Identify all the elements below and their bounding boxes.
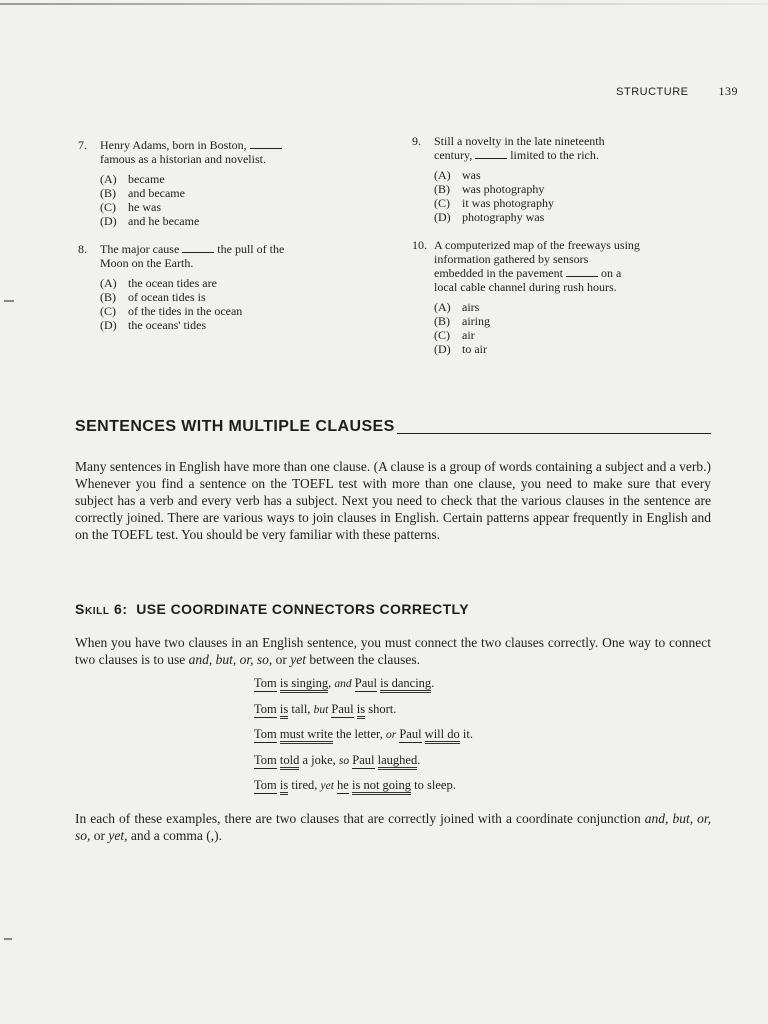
example-sentence: Tom is tired, yet he is not going to sleep. <box>254 778 473 804</box>
answer-option[interactable]: (A) was <box>434 168 481 182</box>
subject: Paul <box>354 676 378 690</box>
question-stem <box>434 238 712 294</box>
section-title <box>75 418 711 436</box>
connector: or <box>385 729 397 741</box>
answer-option[interactable]: (D) to air <box>434 342 487 356</box>
verb: is singing <box>280 676 328 693</box>
intro-paragraph: Many sentences in English have more than one clause. (A clause is a group of words containing a subject and a verb.) Whenever you find a sentence on the TOEFL test with more than one clause, you need to make sure that every subject has a verb and every verb has a subject. Next you need to check that the various clauses in the sentence are correctly joined. There are various ways to join clauses in English. Certain patterns appear frequently in English and on the TOEFL test. You should be very familiar with these patterns. <box>75 459 711 542</box>
stem-text: century, <box>434 148 476 162</box>
stem-text: information gathered by sensors <box>434 252 589 266</box>
verb: must write <box>280 727 333 744</box>
answer-option[interactable]: (B) of ocean tides is <box>100 290 206 304</box>
answer-options <box>100 276 378 332</box>
connector: yet <box>320 780 334 792</box>
verb: is <box>357 702 365 719</box>
stem-text: the pull of the <box>214 242 285 256</box>
example-sentence: Tom is singing, and Paul is dancing. <box>254 676 473 702</box>
answer-option[interactable]: (B) airing <box>434 314 490 328</box>
stem-text: local cable channel during rush hours. <box>434 280 617 294</box>
verb: laughed <box>378 753 418 770</box>
stem-text: A computerized map of the freeways using <box>434 238 640 252</box>
scan-speck <box>4 938 12 940</box>
stem-text: embedded in the pavement <box>434 266 566 280</box>
answer-option[interactable]: (C) he was <box>100 200 161 214</box>
verb: is <box>280 778 288 795</box>
answer-options <box>434 168 712 224</box>
subject: Tom <box>254 727 277 741</box>
answer-blank <box>475 149 507 159</box>
running-header <box>616 84 738 99</box>
skill-label: Skill 6: <box>75 601 128 617</box>
example-sentences <box>254 676 473 804</box>
question-stem <box>100 242 378 270</box>
scan-speck <box>4 300 14 302</box>
answer-options <box>100 172 378 228</box>
answer-option[interactable]: (C) of the tides in the ocean <box>100 304 243 318</box>
section-title-rule <box>397 433 711 434</box>
stem-text: limited to the rich. <box>507 148 599 162</box>
subject: Paul <box>331 701 354 716</box>
example-sentence: Tom must write the letter, or Paul will do it. <box>254 727 473 753</box>
answer-option[interactable]: (D) the oceans' tides <box>100 318 207 332</box>
answer-option[interactable]: (C) air <box>434 328 475 342</box>
verb: told <box>280 753 299 770</box>
question-8 <box>78 242 378 332</box>
skill-title: USE COORDINATE CONNECTORS CORRECTLY <box>136 601 469 617</box>
subject: Tom <box>254 778 277 792</box>
answer-option[interactable]: (C) it was photography <box>434 196 554 210</box>
connector: so <box>338 754 350 767</box>
verb: is not going <box>352 778 411 795</box>
stem-text: The major cause <box>100 242 183 256</box>
answer-option[interactable]: (A) the ocean tides are <box>100 276 217 290</box>
page-number: 139 <box>718 84 738 98</box>
answer-option[interactable]: (A) airs <box>434 300 480 314</box>
subject: Tom <box>254 701 277 716</box>
answer-option[interactable]: (A) became <box>100 172 165 186</box>
answer-options <box>434 300 712 356</box>
answer-blank <box>566 267 598 277</box>
subject: Paul <box>352 752 375 767</box>
skill-heading <box>75 601 469 617</box>
scan-edge-line <box>0 3 768 5</box>
question-9 <box>412 134 712 224</box>
stem-text: Henry Adams, born in Boston, <box>100 138 250 152</box>
stem-text: on a <box>597 266 622 280</box>
answer-blank <box>182 243 214 253</box>
answer-option[interactable]: (D) and he became <box>100 214 200 228</box>
verb: is dancing <box>380 676 431 693</box>
subject: Paul <box>399 727 422 741</box>
connector: and <box>334 678 352 690</box>
closing-paragraph: In each of these examples, there are two clauses that are correctly joined with a coordinate conjunction and, but, or, so, or yet, and a comma (,). <box>75 811 711 843</box>
skill-paragraph: When you have two clauses in an English sentence, you must connect the two clauses correctly. One way to connect two clauses is to use and, but, or, so, or yet between the clauses. <box>75 635 711 667</box>
question-7 <box>78 138 378 228</box>
question-number: 10. <box>412 238 427 252</box>
header-section: STRUCTURE <box>616 86 689 98</box>
connector: but <box>313 703 329 716</box>
example-sentence: Tom is tall, but Paul is short. <box>254 702 473 728</box>
verb: will do <box>425 727 460 744</box>
stem-text: Still a novelty in the late nineteenth <box>434 134 605 148</box>
stem-text: Moon on the Earth. <box>100 256 194 270</box>
answer-option[interactable]: (B) and became <box>100 186 185 200</box>
answer-option[interactable]: (B) was photography <box>434 182 545 196</box>
answer-blank <box>250 139 282 149</box>
subject: Tom <box>254 752 277 767</box>
section-title-text: SENTENCES WITH MULTIPLE CLAUSES <box>75 418 395 435</box>
question-number: 9. <box>412 134 421 148</box>
verb: is <box>280 702 288 719</box>
stem-text: famous as a historian and novelist. <box>100 152 266 166</box>
answer-option[interactable]: (D) photography was <box>434 210 545 224</box>
question-10 <box>412 238 712 356</box>
question-stem <box>434 134 712 162</box>
example-sentence: Tom told a joke, so Paul laughed. <box>254 753 473 779</box>
question-stem <box>100 138 378 166</box>
question-number: 7. <box>78 138 87 152</box>
subject: he <box>337 778 349 792</box>
subject: Tom <box>254 676 277 690</box>
question-number: 8. <box>78 242 87 256</box>
